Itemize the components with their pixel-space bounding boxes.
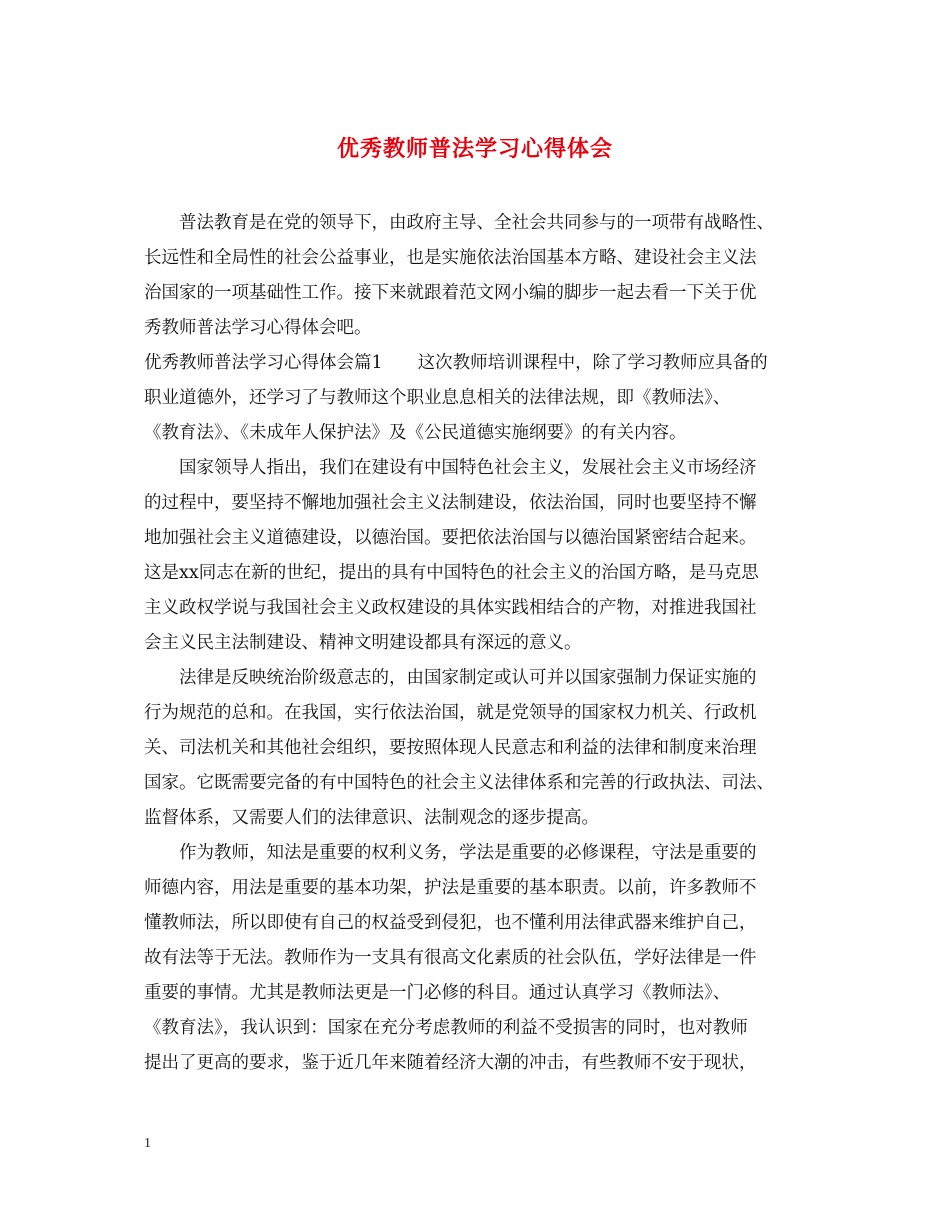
text-line: 关、司法机关和其他社会组织，要按照体现人民意志和利益的法律和制度来治理 xyxy=(144,738,757,758)
text-line: 主义政权学说与我国社会主义政权建设的具体实践相结合的产物，对推进我国社 xyxy=(144,598,757,618)
document-title: 优秀教师普法学习心得体会 xyxy=(336,136,613,162)
text-line: 《教育法》，我认识到：国家在充分考虑教师的利益不受损害的同时，也对教师 xyxy=(144,1018,748,1038)
text-line: 作为教师，知法是重要的权利义务，学法是重要的必修课程，守法是重要的 xyxy=(144,843,757,863)
text-line: 法律是反映统治阶级意志的，由国家制定或认可并以国家强制力保证实施的 xyxy=(144,668,757,688)
text-line: 国家。它既需要完备的有中国特色的社会主义法律体系和完善的行政执法、司法、 xyxy=(144,773,774,793)
text-line: 的过程中，要坚持不懈地加强社会主义法制建设，依法治国，同时也要坚持不懈 xyxy=(144,493,757,513)
text-line: 懂教师法，所以即使有自己的权益受到侵犯，也不懂利用法律武器来维护自己， xyxy=(144,913,757,933)
text-line: 《教育法》、《未成年人保护法》及《公民道德实施纲要》的有关内容。 xyxy=(144,423,687,443)
text-line: 长远性和全局性的社会公益事业，也是实施依法治国基本方略、建设社会主义法 xyxy=(144,248,757,268)
text-line: 故有法等于无法。教师作为一支具有很高文化素质的社会队伍，学好法律是一件 xyxy=(144,948,757,968)
text-line: 地加强社会主义道德建设，以德治国。要把依法治国与以德治国紧密结合起来。 xyxy=(144,528,757,548)
text-line: 秀教师普法学习心得体会吧。 xyxy=(144,318,372,338)
text-line: 师德内容，用法是重要的基本功架，护法是重要的基本职责。以前，许多教师不 xyxy=(144,878,757,898)
text-line: 重要的事情。尤其是教师法更是一门必修的科目。通过认真学习《教师法》、 xyxy=(144,983,731,1003)
text-line: 提出了更高的要求，鉴于近几年来随着经济大潮的冲击，有些教师不安于现状， xyxy=(144,1053,757,1073)
text-line: 职业道德外，还学习了与教师这个职业息息相关的法律法规，即《教师法》、 xyxy=(144,388,731,408)
text-line: 行为规范的总和。在我国，实行依法治国，就是党领导的国家权力机关、行政机 xyxy=(144,703,757,723)
text-line: 普法教育是在党的领导下，由政府主导、全社会共同参与的一项带有战略性、 xyxy=(144,213,774,233)
page-number: 1 xyxy=(144,1136,151,1151)
text-line: 治国家的一项基础性工作。接下来就跟着范文网小编的脚步一起去看一下关于优 xyxy=(144,283,757,303)
text-line: 这是xx同志在新的世纪，提出的具有中国特色的社会主义的治国方略，是马克思 xyxy=(144,563,759,583)
text-line: 会主义民主法制建设、精神文明建设都具有深远的意义。 xyxy=(144,633,582,653)
text-line: 优秀教师普法学习心得体会篇1 这次教师培训课程中，除了学习教师应具备的 xyxy=(144,353,768,373)
text-line: 国家领导人指出，我们在建设有中国特色社会主义，发展社会主义市场经济 xyxy=(144,458,757,478)
text-line: 监督体系，又需要人们的法律意识、法制观念的逐步提高。 xyxy=(144,808,599,828)
document-body xyxy=(144,206,812,1081)
